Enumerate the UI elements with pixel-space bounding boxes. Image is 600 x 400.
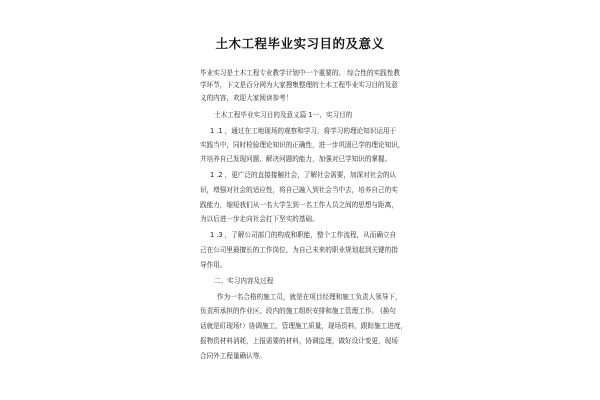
paragraph-line: 话就是盯现场!）协调施工，管理施工质量，现场资料，跟踪施工进度， (200, 322, 408, 330)
paragraph-line: 识，增强对社会的适应性，将自己融入到社会当中去，培养自己的实 (200, 186, 398, 194)
paragraph-line: 实践当中，同时检验理论知识的正确性，进一步巩固已学的理论知识， (200, 141, 405, 149)
paragraph-line: 义的内容，欢迎大家阅读参考！ (200, 94, 293, 102)
paragraph-line: 导作用。 (200, 261, 227, 269)
paragraph-line: 为以后进一步走向社会打下坚实的基础。 (200, 215, 319, 223)
paragraph-line: 践能力，缩短我们从一名大学生到一名工作人员之间的思想与距离， (200, 201, 398, 209)
paragraph-line: 毕业实习是土木工程专业教学计划中一个重要的、 综合性的实践性教 (200, 69, 400, 77)
section-heading: 二、实习内容及过程 (214, 277, 274, 285)
page-title: 土木工程毕业实习目的及意义 (215, 36, 385, 51)
paragraph-line: 1 .2 ，更广泛的直接接触社会，了解社会需要，加深对社会的认 (210, 171, 397, 179)
paragraph-line: 己在公司里最擅长的工作岗位，为自己未来的职业规划起到关键的指 (200, 246, 398, 254)
paragraph-line: 学环节，下文是百分网为大家搜集整理的土木工程毕业实习目的及意 (200, 81, 398, 89)
paragraph-line: 作为一名合格的施工员，就是在项目经理和施工负责人领导下， (217, 293, 402, 301)
paragraph-line: 报物资材料消耗，上报需要的材料，协调监理，做好设计变更，现场 (200, 337, 398, 345)
paragraph-line: 负责所承担的作业区、段内的施工组织安排和施工管理工作。 (换句 (200, 307, 396, 315)
section-heading: 土木工程毕业实习目的及意义篇 1一、实习目的 (214, 111, 353, 119)
paragraph-line: 1 .3 ，了解公司部门的构成和职能，整个工作流程，从而确立自 (210, 231, 397, 239)
paragraph-line: 并培养自己发现问题、解决问题的能力，加强对已学知识的掌握。 (200, 155, 392, 163)
paragraph-line: 1 .1 ，通过在工地现场的观察和学习，将学习的理论知识运用于 (210, 127, 397, 135)
paragraph-line: 合同外工程量确认等。 (200, 352, 266, 360)
